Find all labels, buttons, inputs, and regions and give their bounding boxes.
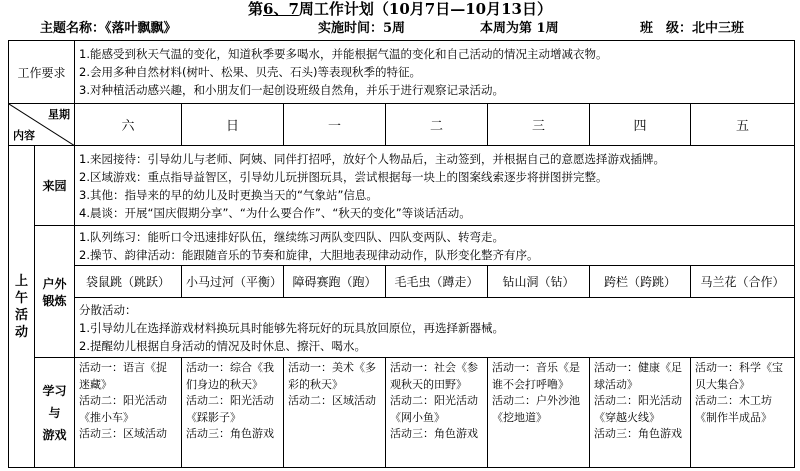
split-line: 1.引导幼儿在选择游戏材料换玩具时能够先将玩好的玩具放回原位，再选择新器械。 bbox=[79, 320, 504, 335]
activity-cell: 活动一：社会《参 观秋天的田野》 活动二：阳光活动 《网小鱼》 活动三：角色游戏 bbox=[386, 358, 488, 468]
day-header: 日 bbox=[182, 104, 284, 146]
corner-cell bbox=[9, 104, 75, 146]
activity-cell: 活动一：健康《足 球活动》 活动二：阳光活动 《穿越火线》 活动三：角色游戏 bbox=[590, 358, 691, 468]
day-header: 二 bbox=[386, 104, 488, 146]
learning-label: 学习 与 游戏 bbox=[35, 358, 75, 468]
work-req-label: 工作要求 bbox=[9, 41, 75, 104]
morning-label: 上 午 活 动 bbox=[9, 146, 35, 468]
work-req-line: 3.对种植活动感兴趣，和小朋友们一起创设班级自然角，并乐于进行观察记录活动。 bbox=[79, 83, 504, 97]
title-prefix: 第 bbox=[248, 0, 264, 18]
class-name: 班 级：北中三班 bbox=[640, 21, 745, 36]
theme-name: 主题名称：《落叶飘飘》 bbox=[40, 21, 177, 36]
activity-cell: 活动一：语言《捉 迷藏》 活动二：阳光活动 《推小车》 活动三：区域活动 bbox=[75, 358, 182, 468]
split-line: 2.提醒幼儿根据自身活动的情况及时休息、擦汗、喝水。 bbox=[79, 338, 366, 353]
outdoor-line: 1.队列练习：能听口令迅速排好队伍，继续练习两队变四队、四队变两队、转弯走。 bbox=[79, 229, 504, 244]
plan-table bbox=[8, 40, 795, 468]
activity-cell: 活动一：美术《多 彩的秋天》 活动二：区域活动 bbox=[284, 358, 386, 468]
game-cell: 袋鼠跳（跳跃） bbox=[75, 266, 182, 298]
outdoor-row bbox=[9, 226, 795, 266]
outdoor-label: 户外 锻炼 bbox=[35, 226, 75, 358]
game-cell: 钻山洞（钻） bbox=[488, 266, 590, 298]
arrival-content bbox=[75, 146, 795, 226]
split-line: 分散活动： bbox=[79, 302, 137, 317]
arrival-row bbox=[9, 146, 795, 226]
arrival-line: 1.来园接待：引导幼儿与老师、阿姨、同伴打招呼，放好个人物品后，主动签到，并根据自己的意愿选择游戏插牌。 bbox=[79, 151, 665, 166]
work-req-line: 2.会用多种自然材料(树叶、松果、贝壳、石头)等表现秋季的特征。 bbox=[79, 65, 421, 79]
days-row bbox=[9, 104, 795, 146]
outdoor-content bbox=[75, 226, 795, 266]
games-row bbox=[9, 266, 795, 298]
corner-top-label: 星期 bbox=[48, 108, 71, 121]
corner-bottom-label: 内容 bbox=[13, 129, 35, 142]
activity-cell: 活动一：科学《宝 贝大集合》 活动二：木工坊 《制作半成品》 bbox=[691, 358, 795, 468]
split-row bbox=[9, 298, 795, 358]
day-header: 五 bbox=[691, 104, 795, 146]
title-suffix: 周工作计划（10月7日—10月13日） bbox=[298, 0, 552, 18]
game-cell: 小马过河（平衡） bbox=[182, 266, 284, 298]
day-header: 六 bbox=[75, 104, 182, 146]
page-title bbox=[0, 0, 800, 18]
work-req-content bbox=[75, 41, 795, 104]
day-header: 三 bbox=[488, 104, 590, 146]
day-header: 四 bbox=[590, 104, 691, 146]
activity-cell: 活动一：音乐《是 谁不会打呼噜》 活动二：户外沙池 《挖地道》 bbox=[488, 358, 590, 468]
day-header: 一 bbox=[284, 104, 386, 146]
game-cell: 毛毛虫（蹲走） bbox=[386, 266, 488, 298]
game-cell: 障碍赛跑（跑） bbox=[284, 266, 386, 298]
activity-cell: 活动一：综合《我 们身边的秋天》 活动二：阳光活动 《踩影子》 活动三：角色游戏 bbox=[182, 358, 284, 468]
learning-row bbox=[9, 358, 795, 468]
work-req-row bbox=[9, 41, 795, 104]
duration: 实施时间：5周 bbox=[318, 21, 406, 36]
game-cell: 跨栏（跨跳） bbox=[590, 266, 691, 298]
split-content bbox=[75, 298, 795, 358]
game-cell: 马兰花（合作） bbox=[691, 266, 795, 298]
work-req-line: 1.能感受到秋天气温的变化，知道秋季要多喝水，并能根据气温的变化和自己活动的情况主动增减衣物。 bbox=[79, 47, 608, 61]
arrival-line: 3.其他：指导来的早的幼儿及时更换当天的“气象站”信息。 bbox=[79, 187, 378, 202]
arrival-line: 4.晨谈：开展“国庆假期分享”、“为什么要合作”、“秋天的变化”等谈话活动。 bbox=[79, 205, 471, 220]
arrival-line: 2.区域游戏：重点指导益智区，引导幼儿玩拼图玩具，尝试根据每一块上的图案线索逐步将拼图拼完整。 bbox=[79, 169, 608, 184]
current-week: 本周为第 1周 bbox=[480, 21, 559, 36]
arrival-label: 来园 bbox=[35, 146, 75, 226]
title-weeks: 6、7 bbox=[263, 0, 299, 18]
outdoor-line: 2.操节、韵律活动：能跟随音乐的节奏和旋律，大胆地表现律动动作，队形变化整齐有序。 bbox=[79, 247, 539, 262]
